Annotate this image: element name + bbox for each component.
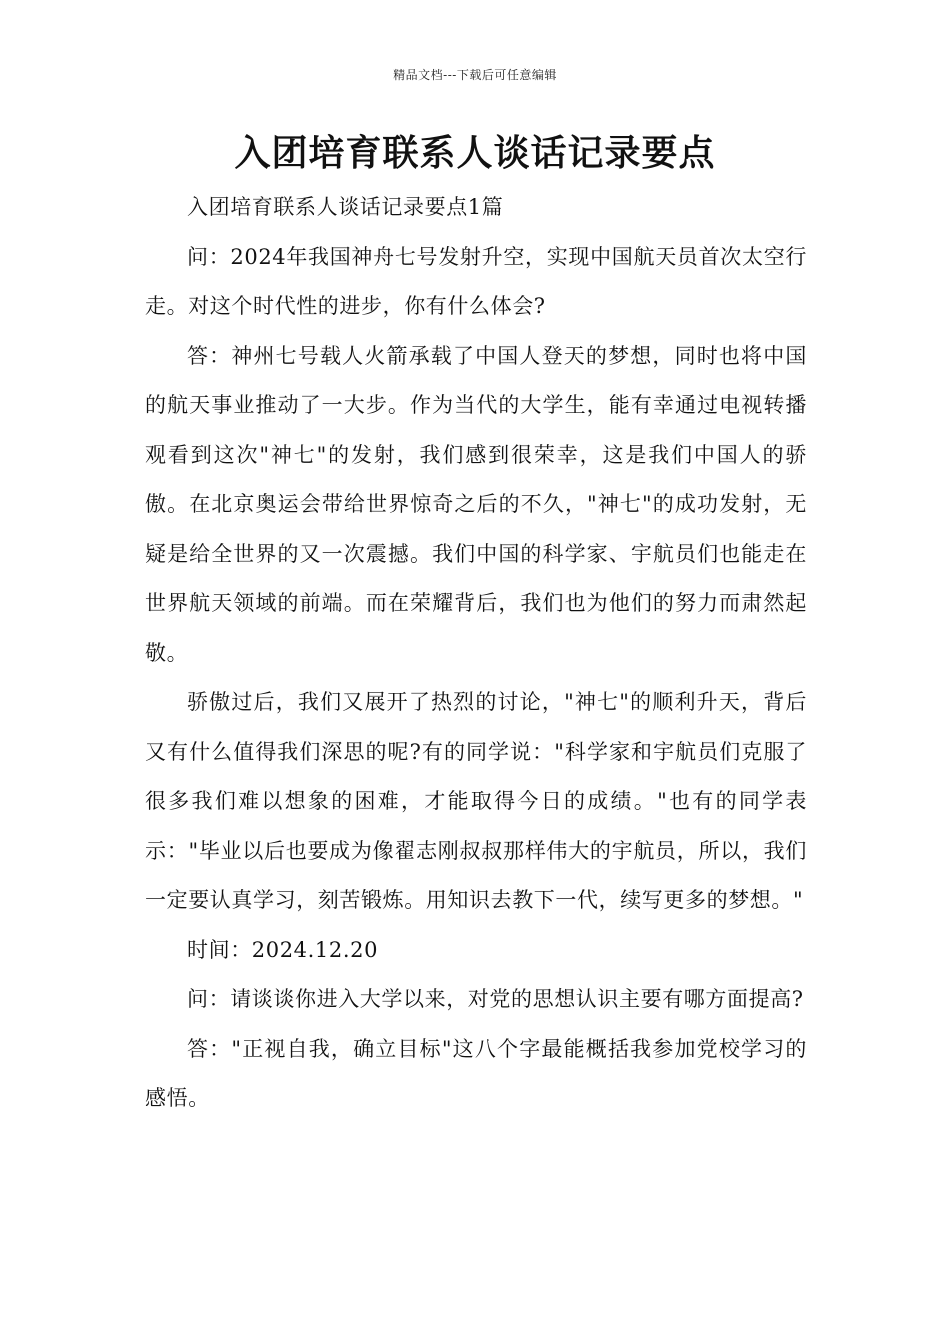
document-title: 入团培育联系人谈话记录要点: [234, 132, 716, 174]
document-body: [145, 183, 807, 1124]
paragraph-date: 时间：2024.12.20: [187, 937, 379, 962]
paragraph-answer-1: 答：神州七号载人火箭承载了中国人登天的梦想，同时也将中国的航天事业推动了一大步。作为当代的大学生，能有幸通过电视转播观看到这次"神七"的发射，我们感到很荣幸，这是我们中国人的骄傲。在北京奥运会带给世界惊奇之后的不久，"神七"的成功发射，无疑是给全世界的又一次震撼。我们中国的科学家、宇航员们也能走在世界航天领域的前端。而在荣耀背后，我们也为他们的努力而肃然起敬。: [145, 343, 807, 665]
paragraph-discussion: 骄傲过后，我们又展开了热烈的讨论，"神七"的顺利升天，背后又有什么值得我们深思的呢?有的同学说："科学家和宇航员们克服了很多我们难以想象的困难，才能取得今日的成绩。"也有的同学表示："毕业以后也要成为像翟志刚叔叔那样伟大的宇航员，所以，我们一定要认真学习，刻苦锻炼。用知识去教下一代，续写更多的梦想。": [145, 690, 807, 912]
paragraph-subtitle: 入团培育联系人谈话记录要点1篇: [187, 195, 504, 219]
paragraph-question-2: 问：请谈谈你进入大学以来，对党的思想认识主要有哪方面提高?: [187, 987, 804, 1011]
paragraph-question-1: 问：2024年我国神舟七号发射升空，实现中国航天员首次太空行走。对这个时代性的进步，你有什么体会?: [145, 244, 807, 318]
header-note: 精品文档---下载后可任意编辑: [393, 68, 557, 82]
paragraph-answer-2: 答："正视自我，确立目标"这八个字最能概括我参加党校学习的感悟。: [145, 1036, 807, 1110]
